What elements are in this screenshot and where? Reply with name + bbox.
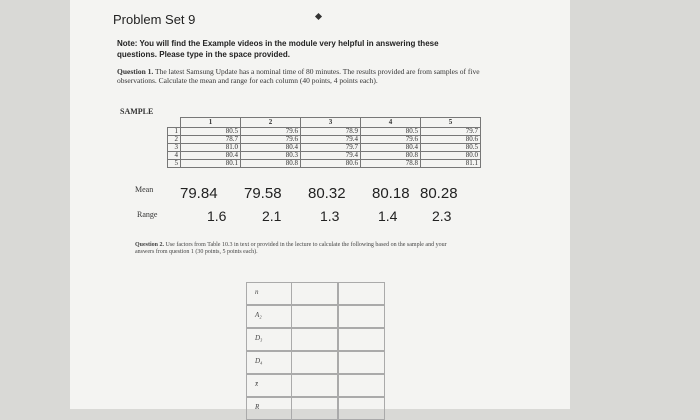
mean-value[interactable]: 80.28 [420, 185, 458, 202]
answer-cell[interactable] [291, 351, 338, 374]
row-number: 3 [168, 144, 181, 152]
question-1-text: The latest Samsung Update has a nominal time of 80 minutes. The results provided are from samples of five observations. Calculate the mean and range for each column (40 points, 4 points each). [117, 67, 480, 85]
data-cell[interactable]: 79.6 [241, 128, 301, 136]
range-value[interactable]: 1.6 [207, 208, 227, 224]
column-header: 5 [421, 118, 481, 128]
data-cell[interactable]: 80.1 [181, 160, 241, 168]
note-text: Note: You will find the Example videos in the module very helpful in answering these questions. Please type in the space provided. [117, 39, 439, 59]
data-cell[interactable]: 80.5 [421, 144, 481, 152]
factor-label: R [246, 397, 291, 420]
answer-cell[interactable] [291, 282, 338, 305]
mean-value[interactable]: 79.58 [244, 185, 282, 202]
range-value[interactable]: 2.1 [262, 208, 282, 224]
data-cell[interactable]: 78.9 [301, 128, 361, 136]
row-number: 4 [168, 152, 181, 160]
data-cell[interactable]: 80.5 [181, 128, 241, 136]
range-value[interactable]: 1.3 [320, 208, 340, 224]
data-cell[interactable]: 80.3 [241, 152, 301, 160]
factor-label: A₂ [246, 305, 291, 328]
column-header: 3 [301, 118, 361, 128]
answer-cell[interactable] [291, 305, 338, 328]
data-cell[interactable]: 80.4 [361, 144, 421, 152]
data-cell[interactable]: 80.0 [421, 152, 481, 160]
answer-cell[interactable] [338, 282, 385, 305]
data-cell[interactable]: 79.4 [301, 136, 361, 144]
row-number: 5 [168, 160, 181, 168]
data-cell[interactable]: 79.6 [361, 136, 421, 144]
table-row [168, 160, 481, 168]
answer-cell[interactable] [291, 328, 338, 351]
column-header: 4 [361, 118, 421, 128]
mean-value[interactable]: 80.32 [308, 185, 346, 202]
table-row [168, 144, 481, 152]
range-label: Range [137, 210, 158, 219]
data-cell[interactable]: 80.6 [421, 136, 481, 144]
data-cell[interactable]: 80.4 [181, 152, 241, 160]
answer-cell[interactable] [338, 351, 385, 374]
data-cell[interactable]: 78.8 [361, 160, 421, 168]
data-cell[interactable]: 81.0 [181, 144, 241, 152]
data-cell[interactable]: 80.8 [241, 160, 301, 168]
data-cell[interactable]: 80.6 [301, 160, 361, 168]
range-value[interactable]: 2.3 [432, 208, 452, 224]
data-cell[interactable]: 79.6 [241, 136, 301, 144]
data-cell[interactable]: 80.8 [361, 152, 421, 160]
data-cell[interactable]: 79.7 [421, 128, 481, 136]
data-cell[interactable]: 79.4 [301, 152, 361, 160]
table-row [168, 128, 481, 136]
question-1 [117, 67, 482, 85]
column-header: 2 [241, 118, 301, 128]
sample-table [167, 117, 481, 168]
data-cell[interactable]: 79.7 [301, 144, 361, 152]
factor-label: n [246, 282, 291, 305]
answer-cell[interactable] [338, 305, 385, 328]
page-title: Problem Set 9 [113, 12, 196, 27]
factor-label: x̄ [246, 374, 291, 397]
data-cell[interactable]: 81.1 [421, 160, 481, 168]
data-cell[interactable]: 78.7 [181, 136, 241, 144]
table-row [168, 136, 481, 144]
row-number: 2 [168, 136, 181, 144]
row-number: 1 [168, 128, 181, 136]
question-1-label: Question 1. [117, 67, 154, 76]
sample-label: SAMPLE [120, 107, 154, 116]
question-2-label: Question 2. [135, 242, 165, 248]
factor-label: D₄ [246, 351, 291, 374]
question-2-text: Use factors from Table 10.3 in text or provided in the lecture to calculate the following based on the sample and your answers from question 1 (30 points, 5 points each). [135, 242, 447, 255]
factor-label: D₃ [246, 328, 291, 351]
answer-cell[interactable] [338, 328, 385, 351]
column-header: 1 [181, 118, 241, 128]
mean-value[interactable]: 79.84 [180, 185, 218, 202]
question-2 [135, 242, 455, 256]
data-cell[interactable]: 80.4 [241, 144, 301, 152]
mean-value[interactable]: 80.18 [372, 185, 410, 202]
range-value[interactable]: 1.4 [378, 208, 398, 224]
answer-cell[interactable] [291, 374, 338, 397]
table-row [168, 152, 481, 160]
answer-cell[interactable] [338, 374, 385, 397]
data-cell[interactable]: 80.5 [361, 128, 421, 136]
mean-label: Mean [135, 185, 154, 194]
